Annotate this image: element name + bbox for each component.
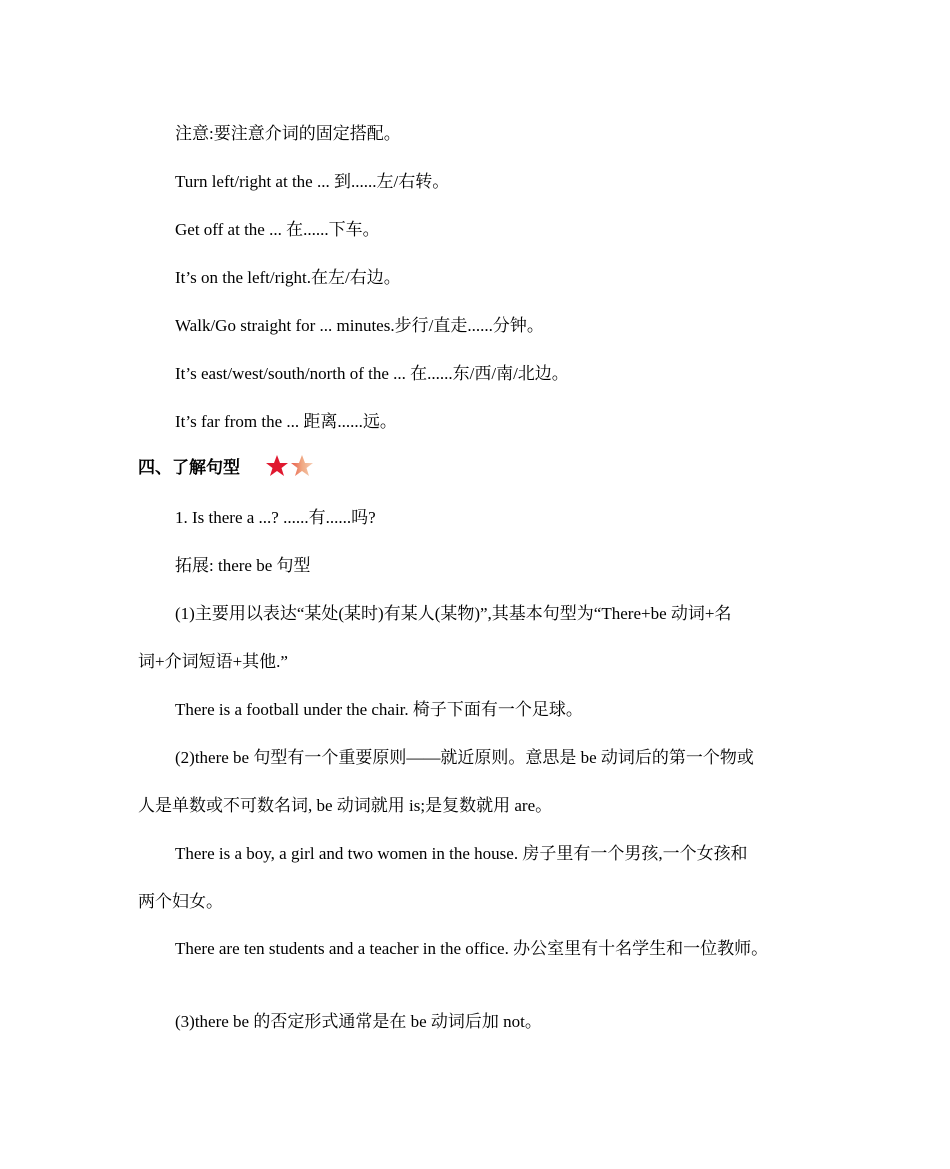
phrase-turn: Turn left/right at the ... 到......左/右转。 — [175, 172, 450, 191]
point-3: (3)there be 的否定形式通常是在 be 动词后加 not。 — [175, 1012, 542, 1031]
point-1-line-1: (1)主要用以表达“某处(某时)有某人(某物)”,其基本句型为“There+be 动词+名 — [175, 604, 732, 623]
phrase-walk-straight: Walk/Go straight for ... minutes.步行/直走......分钟。 — [175, 316, 544, 335]
phrase-far-from: It’s far from the ... 距离......远。 — [175, 412, 397, 431]
importance-stars — [265, 453, 317, 479]
point-2-line-2: 人是单数或不可数名词, be 动词就用 is;是复数就用 are。 — [138, 796, 553, 815]
phrase-directions: It’s east/west/south/north of the ... 在......东/西/南/北边。 — [175, 364, 569, 383]
example-2-line-1: There is a boy, a girl and two women in the house. 房子里有一个男孩,一个女孩和 — [175, 844, 748, 863]
point-2-line-1: (2)there be 句型有一个重要原则——就近原则。意思是 be 动词后的第一个物或 — [175, 748, 754, 767]
point-1-line-2: 词+介词短语+其他.” — [138, 652, 288, 671]
phrase-get-off: Get off at the ... 在......下车。 — [175, 220, 380, 239]
item-1-is-there: 1. Is there a ...? ......有......吗? — [175, 508, 376, 527]
section-title: 四、了解句型 — [138, 458, 240, 478]
phrase-on-left-right: It’s on the left/right.在左/右边。 — [175, 268, 401, 287]
star-half-icon — [291, 455, 313, 476]
star-full-icon — [266, 455, 288, 476]
example-2-line-2: 两个妇女。 — [138, 892, 223, 911]
example-1: There is a football under the chair. 椅子下面有一个足球。 — [175, 700, 583, 719]
extend-label: 拓展: there be 句型 — [175, 556, 311, 575]
note-intro: 注意:要注意介词的固定搭配。 — [175, 124, 401, 143]
example-3: There are ten students and a teacher in the office. 办公室里有十名学生和一位教师。 — [175, 939, 769, 958]
